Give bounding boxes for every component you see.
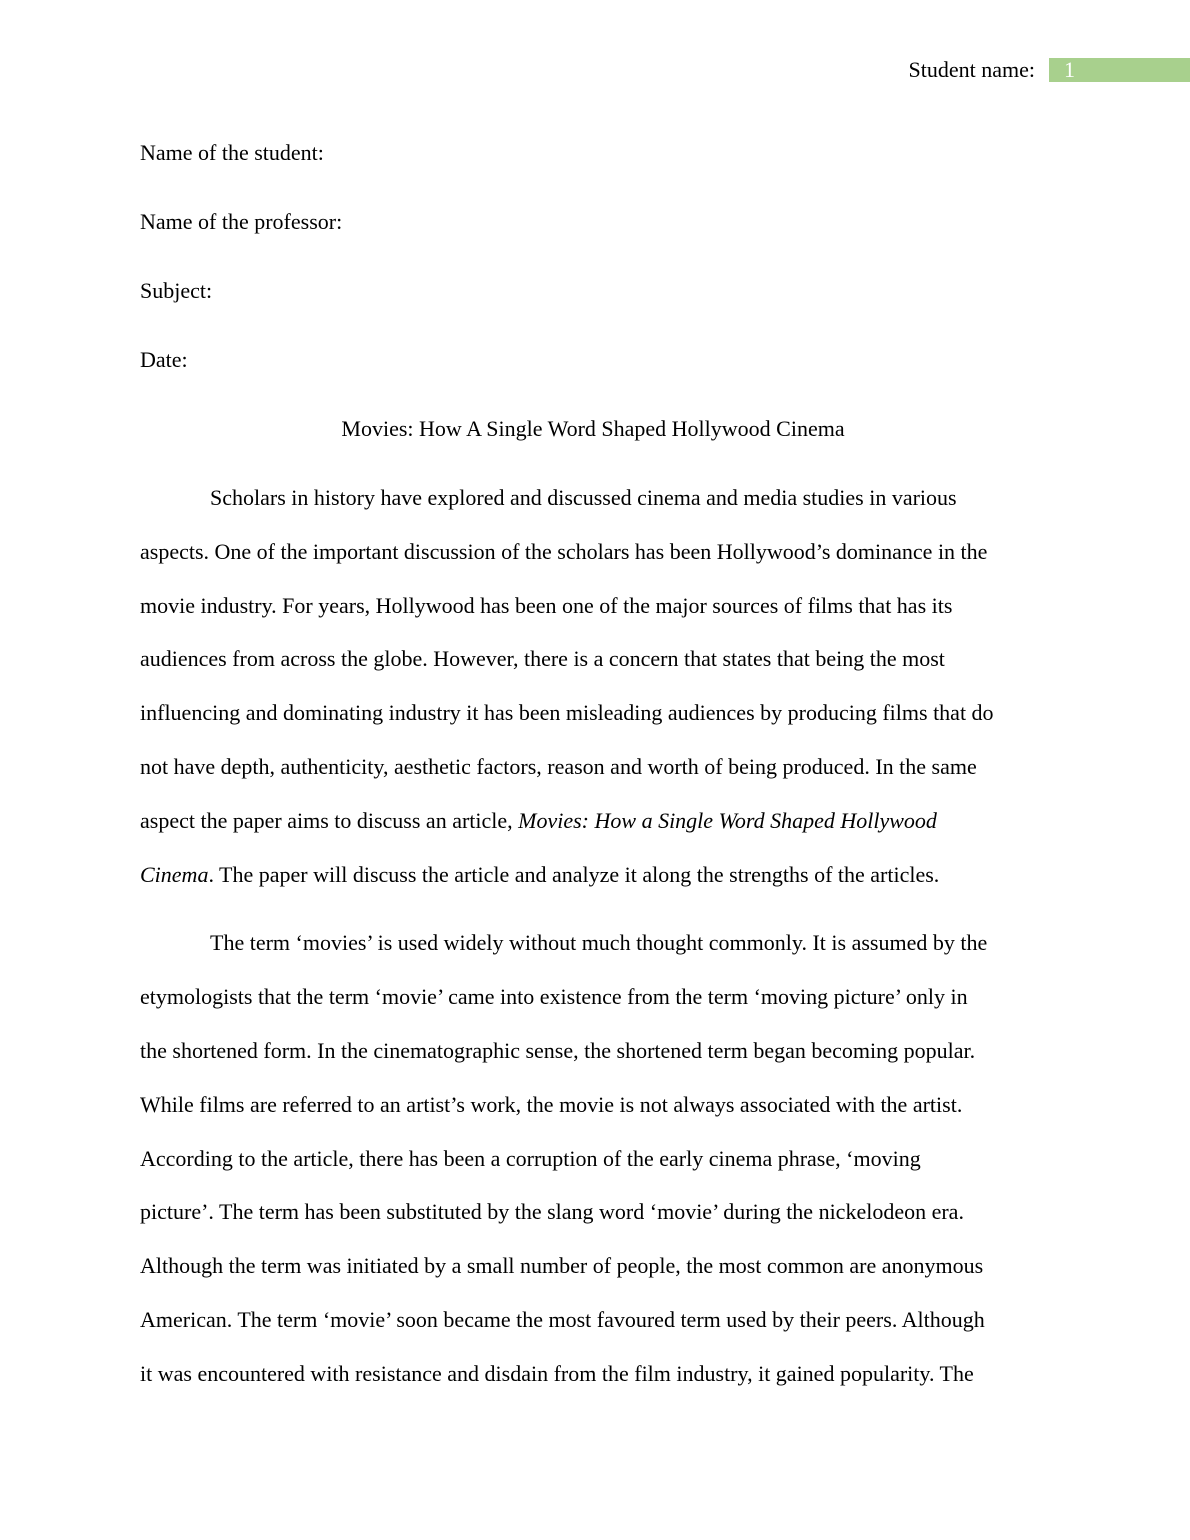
paragraph-2	[140, 916, 1050, 1400]
document-body	[140, 138, 1050, 1401]
paragraph-2-line: Although the term was initiated by a small number of people, the most common are anonymous	[140, 1253, 984, 1279]
paragraph-2-line: it was encountered with resistance and disdain from the film industry, it gained popularity. The	[140, 1360, 974, 1386]
paragraph-1-line	[140, 794, 1050, 848]
paragraph-1-line-8-text: . The paper will discuss the article and analyze it along the strengths of the articles.	[208, 861, 940, 887]
paragraph-1-line: influencing and dominating industry it has been misleading audiences by producing films that do	[140, 700, 994, 726]
student-name-line: Name of the student:	[140, 140, 324, 165]
paragraph-1-line: not have depth, authenticity, aesthetic factors, reason and worth of being produced. In the same	[140, 753, 977, 779]
paragraph-1-line: movie industry. For years, Hollywood has been one of the major sources of films that has its	[140, 592, 953, 618]
header-student-name-label: Student name:	[908, 57, 1035, 82]
paragraph-2-line: While films are referred to an artist’s work, the movie is not always associated with the artist.	[140, 1091, 963, 1117]
paragraph-2-line: According to the article, there has been a corruption of the early cinema phrase, ‘moving	[140, 1145, 921, 1171]
paragraph-1-line	[140, 848, 1050, 902]
article-title-italic: Movies: How a Single Word Shaped Hollywood	[518, 807, 937, 833]
paragraph-1-line: Scholars in history have explored and discussed cinema and media studies in various	[210, 485, 957, 510]
paragraph-1-line: audiences from across the globe. However, there is a concern that states that being the most	[140, 646, 945, 672]
professor-name-line: Name of the professor:	[140, 209, 343, 234]
essay-title: Movies: How A Single Word Shaped Hollywood Cinema	[341, 416, 845, 441]
paragraph-1	[140, 471, 1050, 901]
paragraph-1-line-7-text: aspect the paper aims to discuss an article,	[140, 807, 519, 833]
page-header	[909, 58, 1190, 82]
article-title-italic-continued: Cinema	[140, 861, 209, 887]
subject-line: Subject:	[140, 278, 213, 303]
paragraph-2-line: etymologists that the term ‘movie’ came into existence from the term ‘moving picture’ only in	[140, 984, 968, 1010]
paragraph-2-line: The term ‘movies’ is used widely without much thought commonly. It is assumed by the	[210, 930, 988, 956]
paragraph-2-line: American. The term ‘movie’ soon became the most favoured term used by their peers. Although	[140, 1306, 985, 1332]
paragraph-2-line: picture’. The term has been substituted by the slang word ‘movie’ during the nickelodeon era.	[140, 1199, 964, 1225]
paragraph-2-line: the shortened form. In the cinematographic sense, the shortened term began becoming popular.	[140, 1037, 976, 1063]
page-number: 1	[1049, 58, 1190, 82]
paragraph-1-line: aspects. One of the important discussion of the scholars has been Hollywood’s dominance in the	[140, 538, 988, 564]
date-line: Date:	[140, 347, 188, 372]
